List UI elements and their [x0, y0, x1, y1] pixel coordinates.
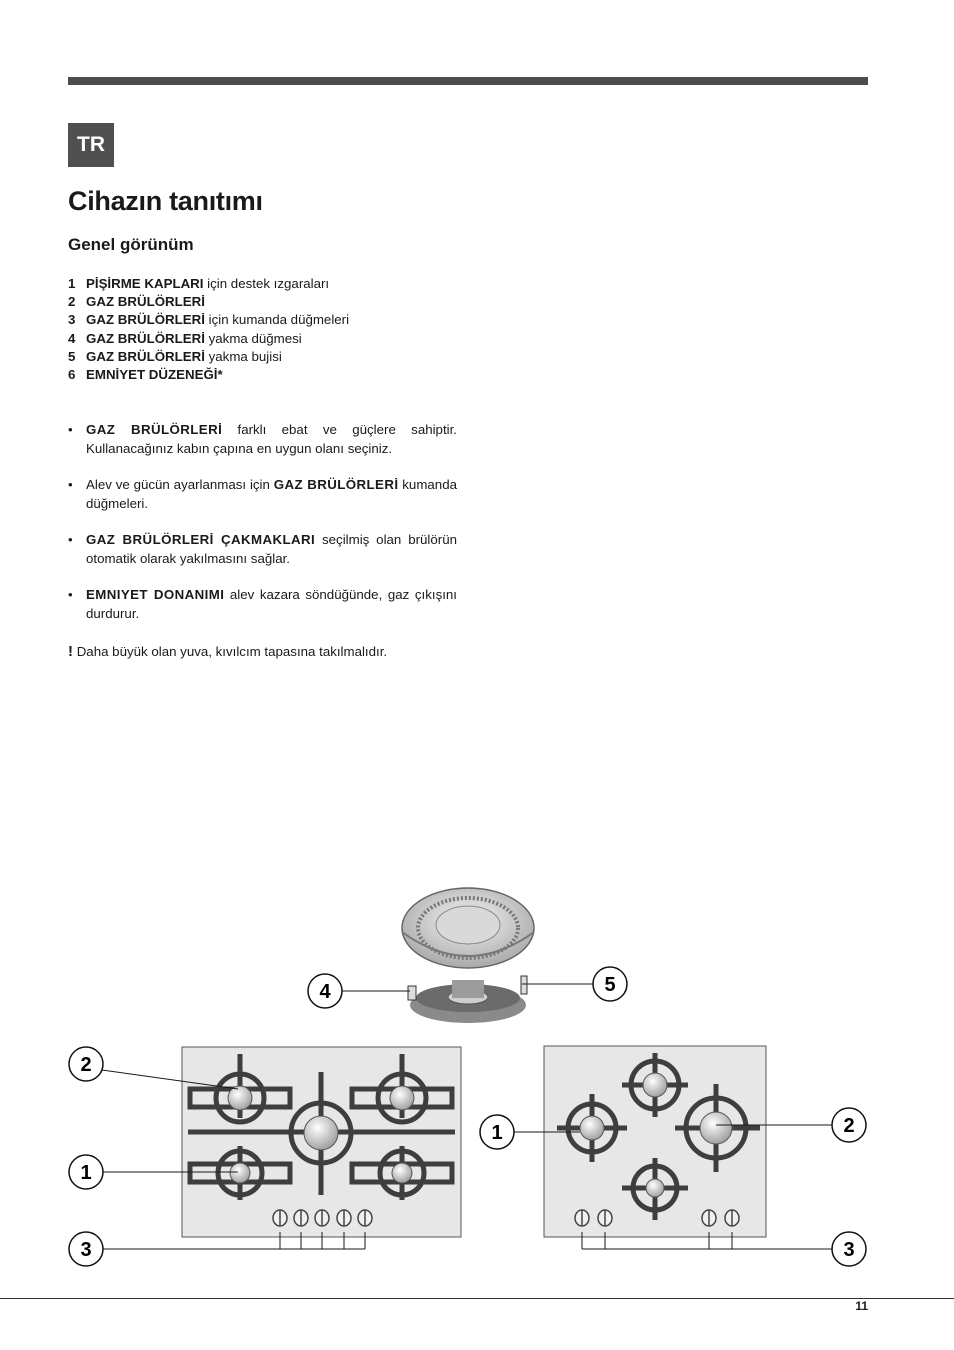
callout-4: [308, 974, 342, 1008]
callout-3-left: [69, 1232, 103, 1266]
callout-label: 2: [80, 1054, 92, 1076]
callout-2-left: [69, 1047, 103, 1081]
language-badge: TR: [68, 123, 114, 167]
bullet-item: [68, 475, 457, 513]
bullet-dot: •: [68, 477, 73, 492]
bullet-text: kumanda düğmeleri.: [86, 477, 457, 511]
right-hob: [544, 1046, 766, 1237]
callout-label: 1: [491, 1122, 503, 1144]
item-term: EMNİYET DÜZENEĞİ*: [86, 366, 223, 382]
bullet-item: [68, 420, 457, 458]
warning-note: [68, 643, 387, 660]
item-term: PİŞİRME KAPLARI: [86, 276, 204, 291]
item-text: için destek ızgaraları: [203, 276, 330, 291]
bullet-dot: •: [68, 422, 73, 437]
bullet-term: EMNIYET DONANIMI: [86, 587, 225, 602]
callout-label: 3: [843, 1239, 855, 1261]
list-item: [68, 330, 349, 348]
bullet-term: GAZ BRÜLÖRLERİ: [86, 422, 223, 437]
bullet-item: [68, 585, 457, 623]
bullet-term: GAZ BRÜLÖRLERİ ÇAKMAKLARI: [86, 532, 316, 547]
left-hob: [182, 1047, 461, 1237]
callout-label: 4: [319, 981, 331, 1003]
callout-1-right: [480, 1115, 514, 1149]
item-number: 4: [68, 330, 76, 346]
list-item: [68, 293, 349, 311]
bullet-item: [68, 530, 457, 568]
item-term: GAZ BRÜLÖRLERİ: [86, 348, 205, 364]
item-text: yakma düğmesi: [204, 330, 302, 346]
section-title: Genel görünüm: [68, 235, 194, 254]
item-number: 1: [68, 276, 76, 291]
callout-label: 3: [80, 1239, 92, 1261]
bullet-text: seçilmiş olan brülörün otomatik olarak yakılmasını sağlar.: [86, 532, 457, 566]
list-item: [68, 275, 349, 293]
callout-5: [593, 967, 627, 1001]
bullet-text: farklı ebat ve güçlere sahiptir. Kullanacağınız kabın çapına en uygun olanı seçiniz.: [86, 422, 457, 456]
list-item: [68, 311, 349, 329]
item-text: için kumanda düğmeleri: [204, 312, 350, 328]
header-rule: [68, 77, 868, 85]
list-item: [68, 366, 349, 384]
warning-mark: !: [68, 643, 73, 660]
item-term: GAZ BRÜLÖRLERİ: [86, 294, 205, 310]
callout-1-left: [69, 1155, 103, 1189]
bullet-term: GAZ BRÜLÖRLERİ: [273, 477, 399, 492]
hob-figure: [0, 870, 954, 1280]
bullet-dot: •: [68, 532, 73, 547]
item-term: GAZ BRÜLÖRLERİ: [86, 330, 205, 346]
page-number: 11: [855, 1299, 868, 1313]
item-text: yakma bujisi: [204, 348, 282, 364]
item-number: 3: [68, 312, 76, 328]
hob-illustration: [0, 870, 954, 1280]
footer-rule: [0, 1298, 954, 1299]
bullet-dot: •: [68, 587, 73, 602]
callout-label: 1: [80, 1162, 92, 1184]
callout-label: 2: [843, 1115, 855, 1137]
item-number: 5: [68, 348, 76, 364]
item-number: 2: [68, 294, 76, 310]
page-title: Cihazın tanıtımı: [68, 186, 263, 216]
callout-2-right: [832, 1108, 866, 1142]
burner-detail: [402, 888, 534, 1023]
list-item: [68, 348, 349, 366]
warning-text: Daha büyük olan yuva, kıvılcım tapasına takılmalıdır.: [73, 644, 388, 659]
item-number: 6: [68, 366, 76, 382]
parts-list: [68, 275, 349, 384]
bullet-text-pre: Alev ve gücün ayarlanması için: [86, 477, 274, 492]
callout-3-right: [832, 1232, 866, 1266]
bullet-text: alev kazara söndüğünde, gaz çıkışını durdurur.: [86, 587, 457, 621]
callout-label: 5: [604, 974, 616, 996]
item-term: GAZ BRÜLÖRLERİ: [86, 312, 205, 328]
bullet-list: [68, 420, 457, 640]
